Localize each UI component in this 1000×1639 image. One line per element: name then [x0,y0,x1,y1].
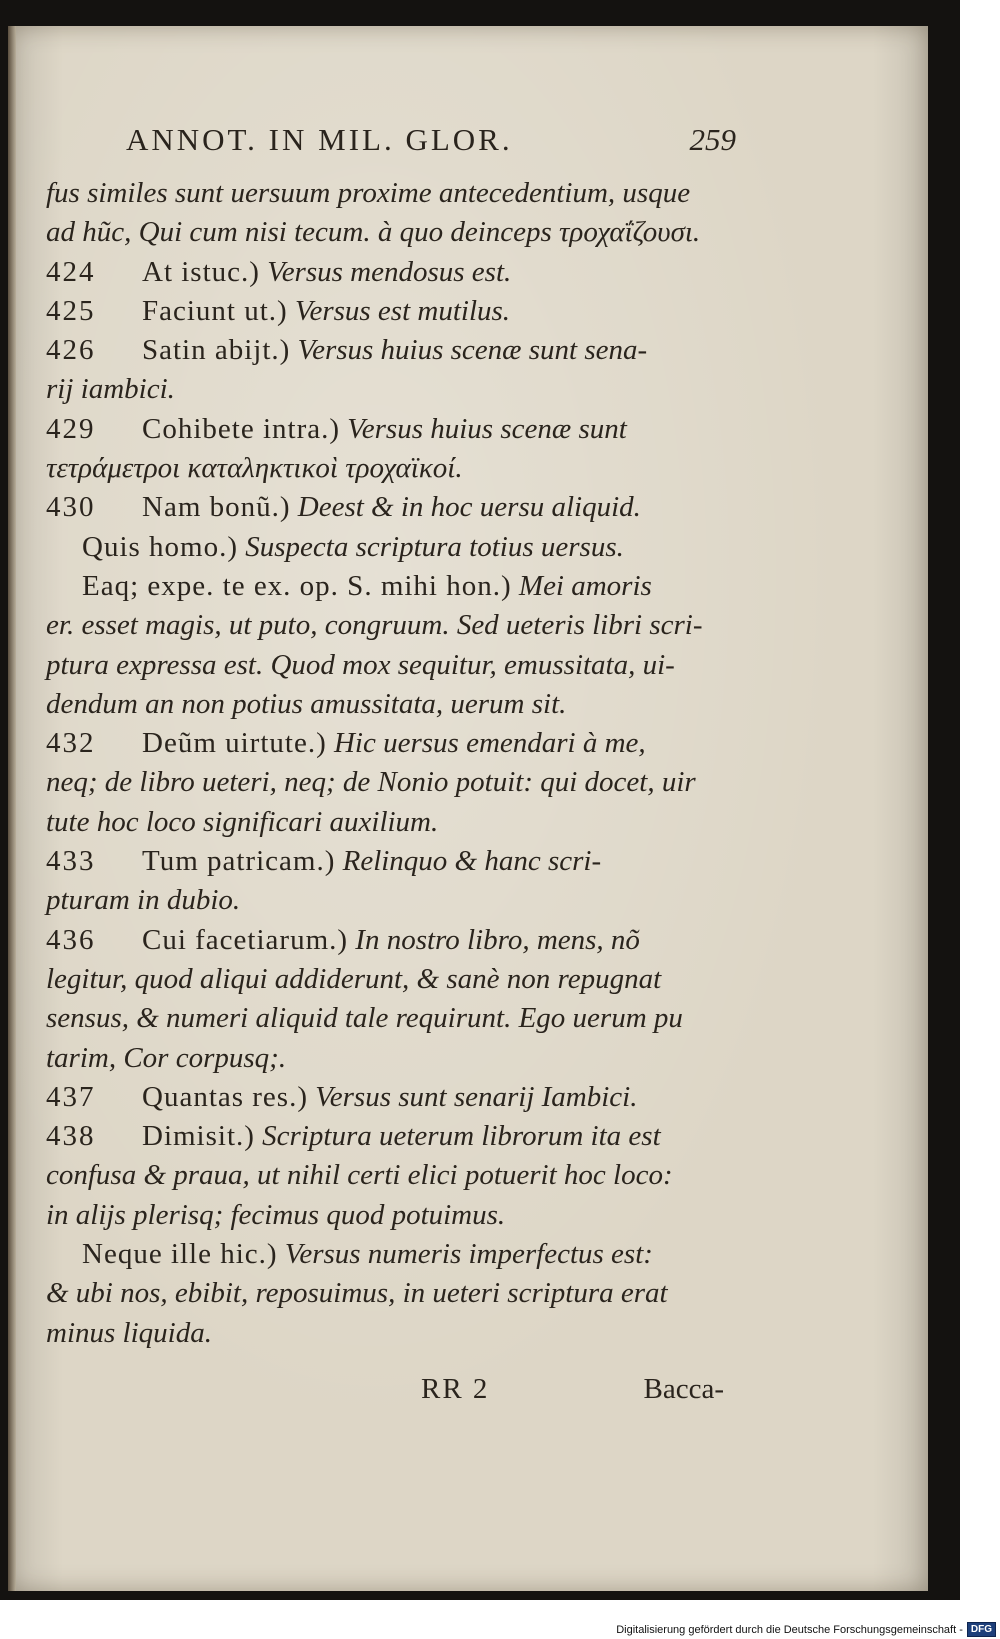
comment-text: neq; de libro ueteri, neq; de Nonio potuit: qui docet, uir [46,766,696,799]
lemma: Eaq; expe. te ex. op. S. mihi hon.) [82,569,512,602]
comment-text: Versus mendosus est. [267,255,512,288]
text-line [46,488,736,527]
line-number: 430 [46,491,96,524]
comment-text: pturam in dubio. [46,884,241,917]
text-line [46,999,736,1038]
lemma: At istuc.) [142,255,260,288]
comment-text: er. esset magis, ut puto, congruum. Sed ueteris libri scri- [46,609,703,642]
text-line [46,1274,736,1313]
comment-text: sensus, & numeri aliquid tale requirunt. Ego uerum pu [46,1002,683,1035]
lemma: Satin abijt.) [142,334,291,367]
text-line [46,370,736,409]
lemma: Dimisit.) [142,1120,255,1153]
page-number: 259 [689,122,736,157]
lemma: Cui facetiarum.) [142,923,349,956]
comment-text: & ubi nos, ebibit, reposuimus, in ueteri scriptura erat [46,1277,668,1310]
comment-text: confusa & praua, ut nihil certi elici potuerit hoc loco: [46,1159,673,1192]
lemma: Nam bonũ.) [142,491,291,524]
running-head [46,122,736,174]
comment-text: Versus est mutilus. [294,294,511,327]
line-number: 426 [46,334,96,367]
text-line [46,921,736,960]
text-line [46,1117,736,1156]
comment-text: legitur, quod aliqui addiderunt, & sanè non repugnat [46,962,662,995]
comment-text: Versus huius scenæ sunt sena- [297,334,648,367]
line-number: 424 [46,255,96,288]
text-line [46,1314,736,1353]
text-line [46,174,736,213]
text-line [46,213,736,252]
dfg-logo-icon: DFG [967,1622,996,1637]
comment-text: Hic uersus emendari à me, [333,727,646,760]
page-gutter-shadow [8,26,16,1591]
signature-mark: RR 2 [421,1372,490,1405]
comment-text: in alijs plerisq; fecimus quod potuimus. [46,1198,506,1231]
text-line [46,763,736,802]
line-number: 437 [46,1080,96,1113]
comment-text: Deest & in hoc uersu aliquid. [297,491,641,524]
text-line [46,960,736,999]
line-number: 432 [46,727,96,760]
comment-text: minus liquida. [46,1316,212,1349]
comment-text: Relinquo & hanc scri- [342,845,602,878]
text-block [46,122,736,1419]
comment-text: τετράμετροι καταληκτικοὶ τροχαϊκοί. [46,452,463,485]
credit-text: Digitalisierung gefördert durch die Deutsche Forschungsgemeinschaft - [616,1623,963,1636]
text-line [46,1235,736,1274]
comment-text: rij iambici. [46,373,175,406]
line-number: 438 [46,1120,96,1153]
text-line [46,881,736,920]
text-line [46,1156,736,1195]
text-line [46,410,736,449]
line-number: 436 [46,923,96,956]
book-page [8,26,928,1591]
line-number: 433 [46,845,96,878]
lemma: Cohibete intra.) [142,412,341,445]
line-number: 429 [46,412,96,445]
comment-text: Versus numeris imperfectus est: [284,1238,653,1271]
annotation-lines [46,174,736,1353]
catchword: Bacca- [643,1372,724,1405]
comment-text: Versus sunt senarij Iambici. [315,1080,638,1113]
comment-text: Mei amoris [518,569,652,602]
text-line [46,1078,736,1117]
comment-text: Scriptura ueterum librorum ita est [262,1120,661,1153]
text-line [46,528,736,567]
comment-text: ad hũc, Qui cum nisi tecum. à quo deinceps τροχαΐζουσι. [46,216,701,249]
comment-text: Versus huius scenæ sunt [347,412,627,445]
comment-text: tarim, Cor corpusq;. [46,1041,287,1074]
lemma: Tum patricam.) [142,845,336,878]
page-footer-line [46,1363,736,1419]
text-line [46,685,736,724]
text-line [46,253,736,292]
text-line [46,292,736,331]
comment-text: In nostro libro, mens, nõ [355,923,640,956]
line-number: 425 [46,294,96,327]
text-line [46,449,736,488]
text-line [46,567,736,606]
comment-text: fus similes sunt uersuum proxime antecedentium, usque [46,177,691,209]
comment-text: tute hoc loco significari auxilium. [46,805,439,838]
lemma: Faciunt ut.) [142,294,288,327]
running-title: ANNOT. IN MIL. GLOR. [126,122,513,157]
text-line [46,646,736,685]
text-line [46,803,736,842]
lemma: Quantas res.) [142,1080,309,1113]
comment-text: Suspecta scriptura totius uersus. [245,530,624,563]
text-line [46,1196,736,1235]
text-line [46,724,736,763]
lemma: Quis homo.) [82,530,238,563]
text-line [46,1039,736,1078]
text-line [46,331,736,370]
lemma: Deũm uirtute.) [142,727,327,760]
digitization-credit [616,1622,996,1637]
text-line [46,606,736,645]
lemma: Neque ille hic.) [82,1238,278,1271]
comment-text: ptura expressa est. Quod mox sequitur, emussitata, ui- [46,648,675,681]
comment-text: dendum an non potius amussitata, uerum sit. [46,687,567,720]
text-line [46,842,736,881]
